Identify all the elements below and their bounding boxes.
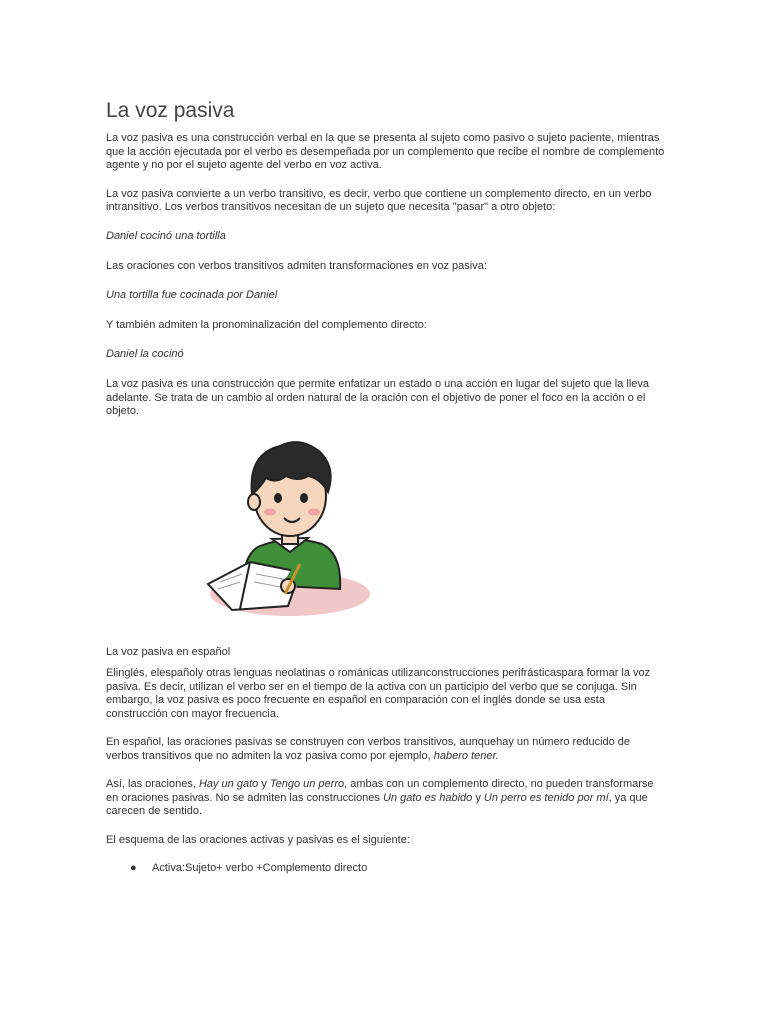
paragraph-pronominal: Y también admiten la pronominalización del complemento directo: xyxy=(106,319,427,331)
paragraph-intro: La voz pasiva es una construcción verbal en la que se presenta al sujeto como pasivo o sujeto paciente, mientras que la acción ejecutada por el verbo es desempeñada por un complemento que recibe el nombre de complemento agente y no por el sujeto agente del verbo en voz activa. xyxy=(106,132,665,171)
paragraph-examples: Así, las oraciones, Hay un gato y Tengo un perro, ambas con un complemento directo, no pueden transformarse en oraciones pasivas. No se admiten las construcciones Un gato es habido y Un perro es tenido por mí, ya que carecen de sentido. xyxy=(106,778,654,817)
document-content xyxy=(106,98,666,876)
paragraph-transformations: Las oraciones con verbos transitivos admiten transformaciones en voz pasiva: xyxy=(106,260,487,272)
paragraph-transitive: La voz pasiva convierte a un verbo transitivo, es decir, verbo que contiene un complemento directo, en un verbo intransitivo. Los verbos transitivos necesitan de un sujeto que necesita "pasar" a otro objeto: xyxy=(106,187,652,213)
example-pronominal: Daniel la cocinó xyxy=(106,347,184,360)
paragraph-languages: Elinglés, elespañoly otras lenguas neolatinas o románicas utilizanconstrucciones perifrásticaspara formar la voz pasiva. Es decir, utilizan el verbo ser en el tiempo de la activa con un participio del verbo que se conjuga. Sin embargo, la voz pasiva es poco frecuente en español en comparación con el inglés donde se usa esta construcción con mayor frecuencia. xyxy=(106,667,651,720)
bullet-icon: ● xyxy=(130,862,137,874)
boy-writing-illustration xyxy=(190,434,375,624)
paragraph-emphasis: La voz pasiva es una construcción que permite enfatizar un estado o una acción en lugar del sujeto que la lleva adelante. Se trata de un cambio al orden natural de la oración con el objetivo de poner el foco en la acción o el objeto. xyxy=(106,378,650,417)
list-item-text: Activa:Sujeto+ verbo +Complemento directo xyxy=(152,862,368,874)
list-item xyxy=(130,862,666,876)
section-subheading: La voz pasiva en español xyxy=(106,645,231,658)
paragraph-scheme: El esquema de las oraciones activas y pasivas es el siguiente: xyxy=(106,833,410,846)
page-title: La voz pasiva xyxy=(106,99,235,122)
example-passive: Una tortilla fue cocinada por Daniel xyxy=(106,288,278,301)
paragraph-transitive-passive: En español, las oraciones pasivas se construyen con verbos transitivos, aunquehay un número reducido de verbos transitivos que no admiten la voz pasiva como por ejemplo, habero tener. xyxy=(106,736,631,762)
scheme-list xyxy=(106,862,666,876)
example-active: Daniel cocinó una tortilla xyxy=(106,229,226,242)
illustration-container xyxy=(106,434,666,634)
